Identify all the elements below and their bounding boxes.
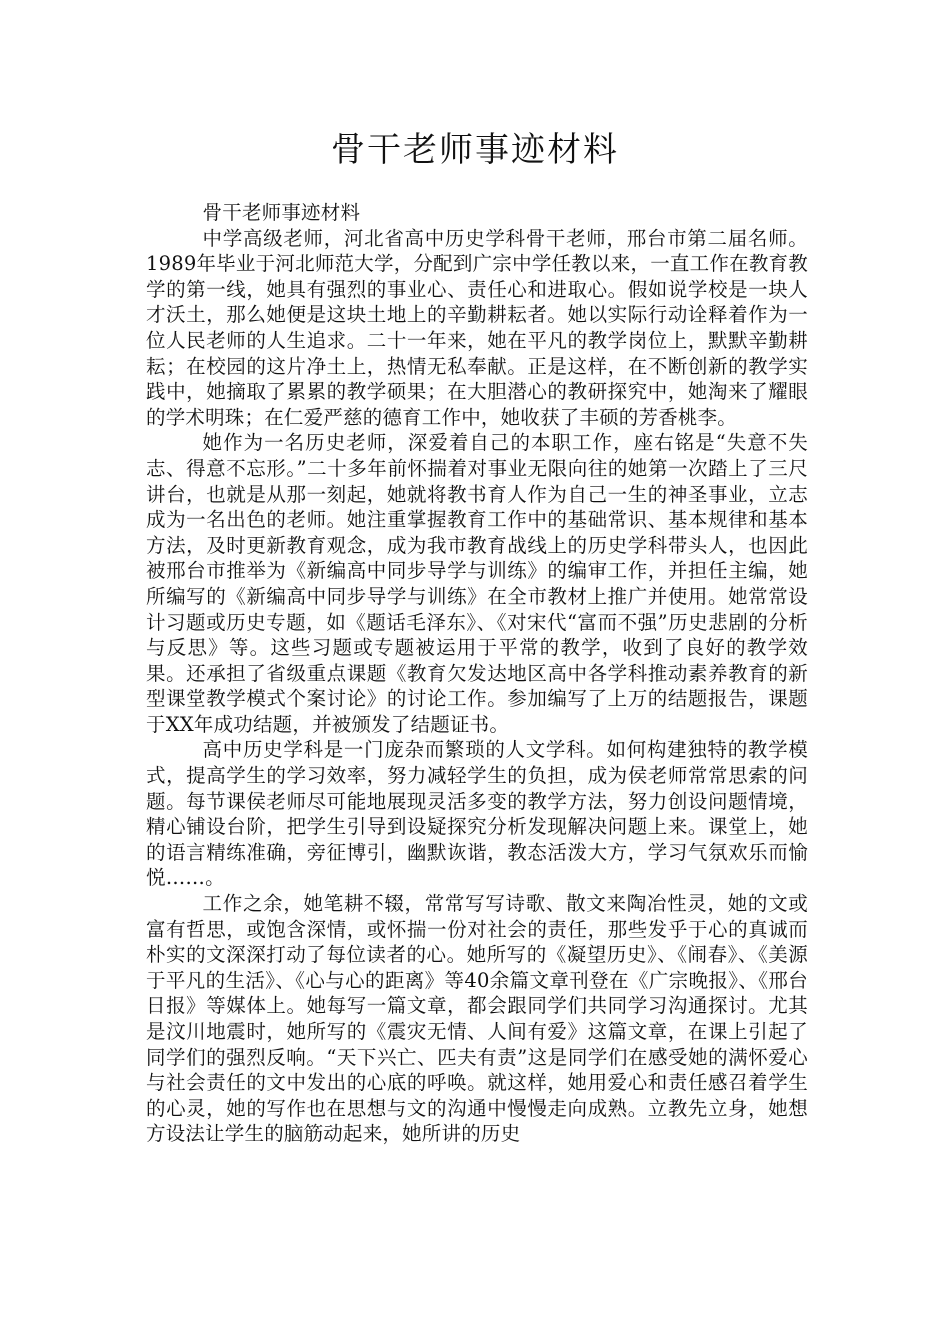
- body-paragraph: 骨干老师事迹材料: [202, 201, 361, 224]
- body-paragraph: 工作之余，她笔耕不辍，常常写写诗歌、散文来陶冶性灵，她的文或富有哲思，或饱含深情，或怀揣一份对社会的责任，那些发乎于心的真诚而朴实的文深深打动了每位读者的心。她所写的《凝望历史》、《闹春》、《美源于平凡的生活》、《心与心的距离》等40余篇文章刊登在《广宗晚报》、《邢台日报》等媒体上。她每写一篇文章，都会跟同学们共同学习沟通探讨。尤其是汶川地震时，她所写的《震灾无情、人间有爱》这篇文章，在课上引起了同学们的强烈反响。“天下兴亡、匹夫有责”这是同学们在感受她的满怀爱心与社会责任的文中发出的心底的呼唤。就这样，她用爱心和责任感召着学生的心灵，她的写作也在思想与文的沟通中慢慢走向成熟。立教先立身，她想方设法让学生的脑筋动起来，她所讲的历史: [146, 892, 808, 1146]
- document-body: [146, 200, 808, 1147]
- body-paragraph: 中学高级老师，河北省高中历史学科骨干老师，邢台市第二届名师。1989年毕业于河北师范大学，分配到广宗中学任教以来，一直工作在教育教学的第一线，她具有强烈的事业心、责任心和进取心。假如说学校是一块人才沃土，那么她便是这块土地上的辛勤耕耘者。她以实际行动诠释着作为一位人民老师的人生追求。二十一年来，她在平凡的教学岗位上，默默辛勤耕耘；在校园的这片净土上，热情无私奉献。正是这样，在不断创新的教学实践中，她摘取了累累的教学硕果；在大胆潜心的教研探究中，她淘来了耀眼的学术明珠；在仁爱严慈的德育工作中，她收获了丰硕的芳香桃李。: [146, 226, 808, 429]
- body-paragraph: 高中历史学科是一门庞杂而繁琐的人文学科。如何构建独特的教学模式，提高学生的学习效率，努力减轻学生的负担，成为侯老师常常思索的问题。每节课侯老师尽可能地展现灵活多变的教学方法，努力创设问题情境，精心铺设台阶，把学生引导到设疑探究分析发现解决问题上来。课堂上，她的语言精练准确，旁征博引，幽默诙谐，教态活泼大方，学习气氛欢乐而愉悦……。: [146, 738, 808, 890]
- body-paragraph: 她作为一名历史老师，深爱着自己的本职工作，座右铭是“失意不失志、得意不忘形。”二十多年前怀揣着对事业无限向往的她第一次踏上了三尺讲台，也就是从那一刻起，她就将教书育人作为自己一生的神圣事业，立志成为一名出色的老师。她注重掌握教育工作中的基础常识、基本规律和基本方法，及时更新教育观念，成为我市教育战线上的历史学科带头人，也因此被邢台市推举为《新编高中同步导学与训练》的编审工作，并担任主编，她所编写的《新编高中同步导学与训练》在全市教材上推广并使用。她常常设计习题或历史专题，如《题话毛泽东》、《对宋代“富而不强”历史悲剧的分析与反思》等。这些习题或专题被运用于平常的教学，收到了良好的教学效果。还承担了省级重点课题《教育欠发达地区高中各学科推动素养教育的新型课堂教学模式个案讨论》的讨论工作。参加编写了上万的结题报告，课题于XX年成功结题，并被颁发了结题证书。: [146, 431, 808, 736]
- document-title: 骨干老师事迹材料: [331, 130, 619, 170]
